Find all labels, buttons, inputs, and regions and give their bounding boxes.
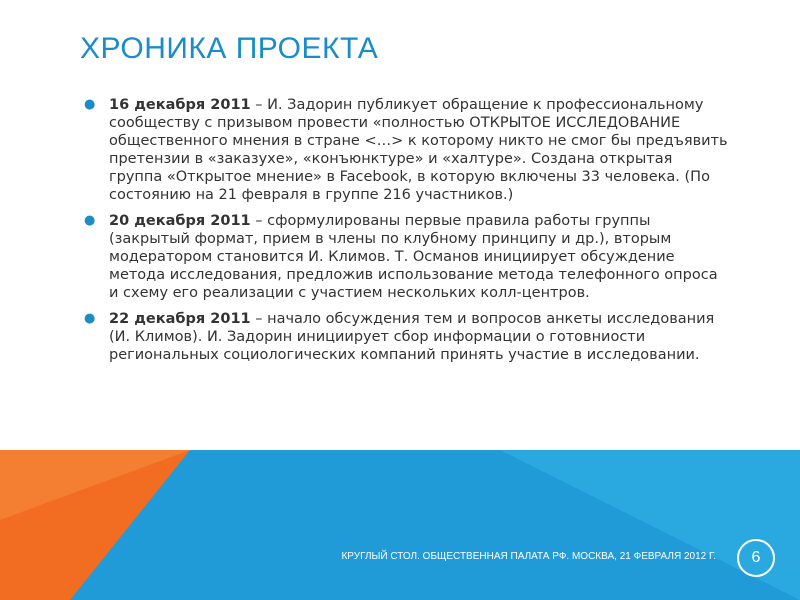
bullet-item (80, 310, 730, 364)
bullet-icon: ● (84, 213, 96, 228)
page-number-badge (737, 539, 775, 577)
bullet-date: 22 декабря 2011 (109, 311, 251, 327)
footer-caption: КРУГЛЫЙ СТОЛ. ОБЩЕСТВЕННАЯ ПАЛАТА РФ. МОСКВА, 21 ФЕВРАЛЯ 2012 Г. (341, 551, 716, 562)
bullet-item (80, 212, 730, 302)
bullet-icon: ● (84, 97, 96, 112)
bullet-icon: ● (84, 311, 96, 326)
bullet-text: – начало обсуждения тем и вопросов анкеты исследования (И. Климов). И. Задорин инициирует сбор информации о готовниости региональных социологических компаний принять участие в исследовании. (109, 311, 715, 363)
bullet-text: – И. Задорин публикует обращение к профессиональному сообществу с призывом провести «полностью ОТКРЫТОЕ ИССЛЕДОВАНИЕ общественного мнения в стране <…> к которому никто не смог бы предъявить претензии в «заказухе», «конъюнктуре» и «халтуре». Создана открытая группа «Открытое мнение» в Facebook, в которую включены 33 человека. (По состоянию на 21 февраля в группе 216 участников.) (109, 97, 728, 203)
bullet-text: – сформулированы первые правила работы группы (закрытый формат, прием в члены по клубному принципу и др.), вторым модератором становится И. Климов. Т. Османов инициирует обсуждение метода исследования, предложив использование метода телефонного опроса и схему его реализации с участием нескольких колл-центров. (109, 213, 718, 301)
bullet-date: 16 декабря 2011 (109, 97, 251, 113)
slide-title: ХРОНИКА ПРОЕКТА (80, 32, 379, 65)
page-number: 6 (751, 549, 761, 566)
bullet-date: 20 декабря 2011 (109, 213, 251, 229)
bullet-item (80, 96, 730, 204)
bullet-list (80, 96, 730, 372)
